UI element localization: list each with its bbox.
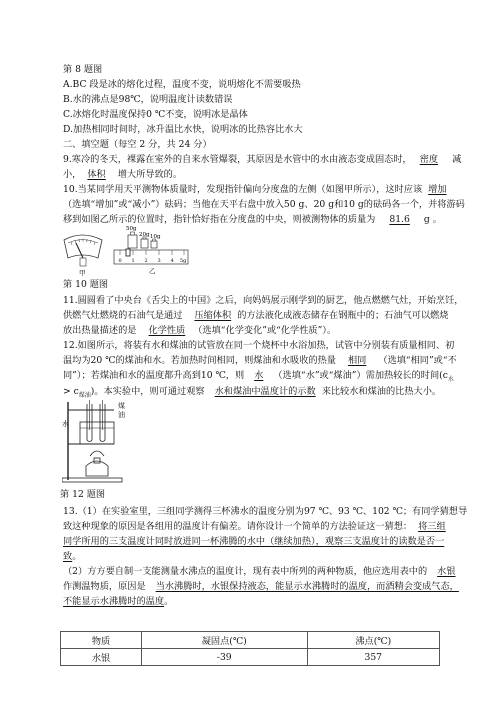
option-c: C.冰熔化时温度保持0 ℃不变，说明冰是晶体 — [63, 109, 248, 120]
q11-text: 放出热量描述的是 — [63, 325, 137, 336]
q10-line3 — [63, 214, 442, 226]
q9-text: 小， — [63, 169, 82, 180]
scale-tick-4: 4 — [170, 258, 174, 264]
q13-answer-3b: 不能显示水沸腾时的温度 — [63, 596, 165, 607]
q9-text: 增大所导致的。 — [117, 169, 183, 180]
q9-line1 — [63, 154, 461, 166]
fig-label-kerosene: 煤油 — [118, 402, 125, 419]
q10-line1 — [63, 184, 453, 196]
q13-line6 — [63, 581, 459, 593]
table-cell: -39 — [142, 649, 308, 666]
q11-answer-1: 压缩体积 — [194, 310, 232, 321]
q10-line2: （选填“增加”或“减小”）砝码；当他在天平右盘中放入50 g、20 g和10 g的砝码各一个，并将游码 — [63, 199, 465, 210]
q10-answer-2: 81.6 — [389, 214, 410, 225]
scale-tick-3: 3 — [157, 258, 161, 264]
q13-line2 — [63, 521, 446, 533]
scale-tick-5g: 5g — [180, 258, 187, 264]
q12-text: （选填“水”或“煤油”）需加热较长的时间(c — [273, 370, 448, 381]
scale-tick-0: 0 — [118, 258, 122, 264]
fig-label-water: 水 — [62, 420, 69, 428]
scale-tick-2: 2 — [144, 258, 148, 264]
q12-text: 同”）；若煤油和水的温度都升高到10 ℃，则 — [63, 370, 245, 381]
q12-text: 温均为20 ℃的煤油和水。若加热时间相同，则煤油和水吸收的热量 — [63, 355, 336, 366]
water-bath-figure — [62, 400, 142, 484]
q13-answer-1b: 同学所用的三支温度计同时放进同一杯沸腾的水中（继续加热），观察三支温度计的读数是否一 — [63, 536, 445, 547]
q13-text: 。 — [164, 596, 174, 607]
fig-label-jia: 甲 — [79, 269, 86, 276]
table-header: 物质 — [61, 632, 142, 649]
q12-text: )。本实验中，则可通过观察 — [90, 386, 205, 397]
substance-table — [60, 631, 440, 666]
balance-figure — [62, 226, 192, 276]
q13-line5 — [63, 566, 462, 578]
q12-answer-1: 相同 — [347, 355, 367, 366]
rider-scale-icon — [114, 249, 188, 264]
q12-text: （选填“相同”或“不 — [378, 355, 457, 366]
q13-answer-2: 水银 — [437, 566, 456, 577]
table-header-row — [61, 632, 440, 649]
q11-text: （选填“化学变化”或“化学性质”）。 — [193, 325, 337, 336]
q9-text: 减 — [452, 154, 462, 165]
fig10-caption: 第 10 题图 — [63, 279, 109, 290]
fig8-caption: 第 8 题图 — [63, 64, 103, 75]
weight-label-50g: 50g — [126, 226, 137, 232]
fig-label-yi: 乙 — [149, 267, 156, 275]
q12-text: 来比较水和煤油的比热大小。 — [321, 386, 442, 397]
q11-answer-2: 化学性质 — [148, 325, 186, 336]
q12-text: > c — [63, 386, 79, 397]
q13-text: 致这种现象的原因是各组用的温度计有偏差。请你设计一个简单的方法验证这一猜想： — [63, 521, 413, 532]
table-cell: 357 — [307, 649, 439, 666]
q12-subscript: 煤油 — [78, 391, 91, 399]
fig12-caption: 第 12 题图 — [60, 489, 106, 500]
q13-text: 。 — [72, 551, 82, 562]
q13-text: 作测温物质，原因是 — [63, 581, 146, 592]
beaker-icon — [80, 422, 114, 444]
alcohol-lamp-icon — [86, 451, 108, 476]
q12-subscript: 水 — [447, 375, 454, 383]
q11-line3 — [63, 325, 336, 337]
table-cell: 水银 — [61, 649, 142, 666]
q10-text: 移到如图乙所示的位置时，指针恰好指在分度盘的中央，则被测物体的质量为 — [63, 214, 376, 225]
q10-answer-1: 增加 — [428, 184, 447, 195]
scale-tick-1: 1 — [131, 258, 135, 264]
q13-line4 — [63, 551, 81, 563]
table-header: 凝固点(℃) — [142, 632, 308, 649]
q11-text: 供燃气灶燃烧的石油气是通过 — [63, 310, 183, 321]
option-b: B.水的沸点是98℃，说明温度计读数错误 — [63, 94, 233, 105]
q13-line1: 13.（1）在实验室里，三组同学测得三杯沸水的温度分别为97 ℃、93 ℃、102 ℃；有同学猜想导 — [63, 506, 468, 517]
q11-line2 — [63, 310, 449, 322]
q11-line1: 11.圆圆看了中央台《舌尖上的中国》之后，向妈妈展示刚学到的厨艺，他点燃燃气灶，开始烹饪， — [63, 295, 464, 306]
table-header: 沸点(℃) — [307, 632, 439, 649]
q13-answer-1c: 致 — [63, 551, 73, 562]
q9-text: 9.寒冷的冬天，裸露在室外的自来水管爆裂，其原因是水管中的水由液态变成固态时， — [63, 154, 412, 165]
q12-answer-3: 水和煤油中温度计的示数 — [214, 386, 316, 397]
option-d: D.加热相同时间时，冰升温比水快，说明冰的比热容比水大 — [63, 124, 303, 135]
q9-answer-1: 密度 — [419, 154, 439, 165]
q11-text: 的方法液化成液态储存在钢瓶中的；石油气可以燃烧 — [237, 310, 449, 321]
q12-line1: 12.如图所示，将装有水和煤油的试管放在同一个烧杯中水浴加热，试管中分别装有质量相同、初 — [63, 340, 455, 351]
q13-answer-1a: 将三组 — [418, 521, 446, 532]
q12-line2 — [63, 355, 457, 367]
q9-answer-2: 体积 — [87, 169, 106, 180]
test-tube-icon — [87, 400, 105, 442]
option-a: A.BC 段是冰的熔化过程，温度不变，说明熔化不需要吸热 — [63, 79, 301, 90]
weight-label-10g: 10g — [150, 234, 161, 240]
table-row — [61, 649, 440, 666]
q10-text: g 。 — [423, 214, 442, 225]
section-heading: 二、填空题（每空 2 分，共 24 分） — [63, 139, 212, 150]
q9-line2 — [63, 169, 182, 181]
q13-line7 — [63, 596, 173, 608]
q13-text: （2）方方要自制一支能测量水沸点的温度计，现有表中所列的两种物质，他应选用表中的 — [63, 566, 428, 577]
weight-label-20g: 20g — [139, 232, 150, 238]
q10-text: 10.当某同学用天平测物体质量时，发现指针偏向分度盘的左侧（如图甲所示），这时应该 — [63, 184, 423, 195]
q12-line3 — [63, 370, 454, 386]
q12-answer-2: 水 — [254, 370, 264, 381]
q13-answer-3a: 当水沸腾时，水银保持液态，能显示水沸腾时的温度，而酒精会变成气态， — [155, 581, 459, 592]
scale-dial-icon — [64, 235, 102, 266]
